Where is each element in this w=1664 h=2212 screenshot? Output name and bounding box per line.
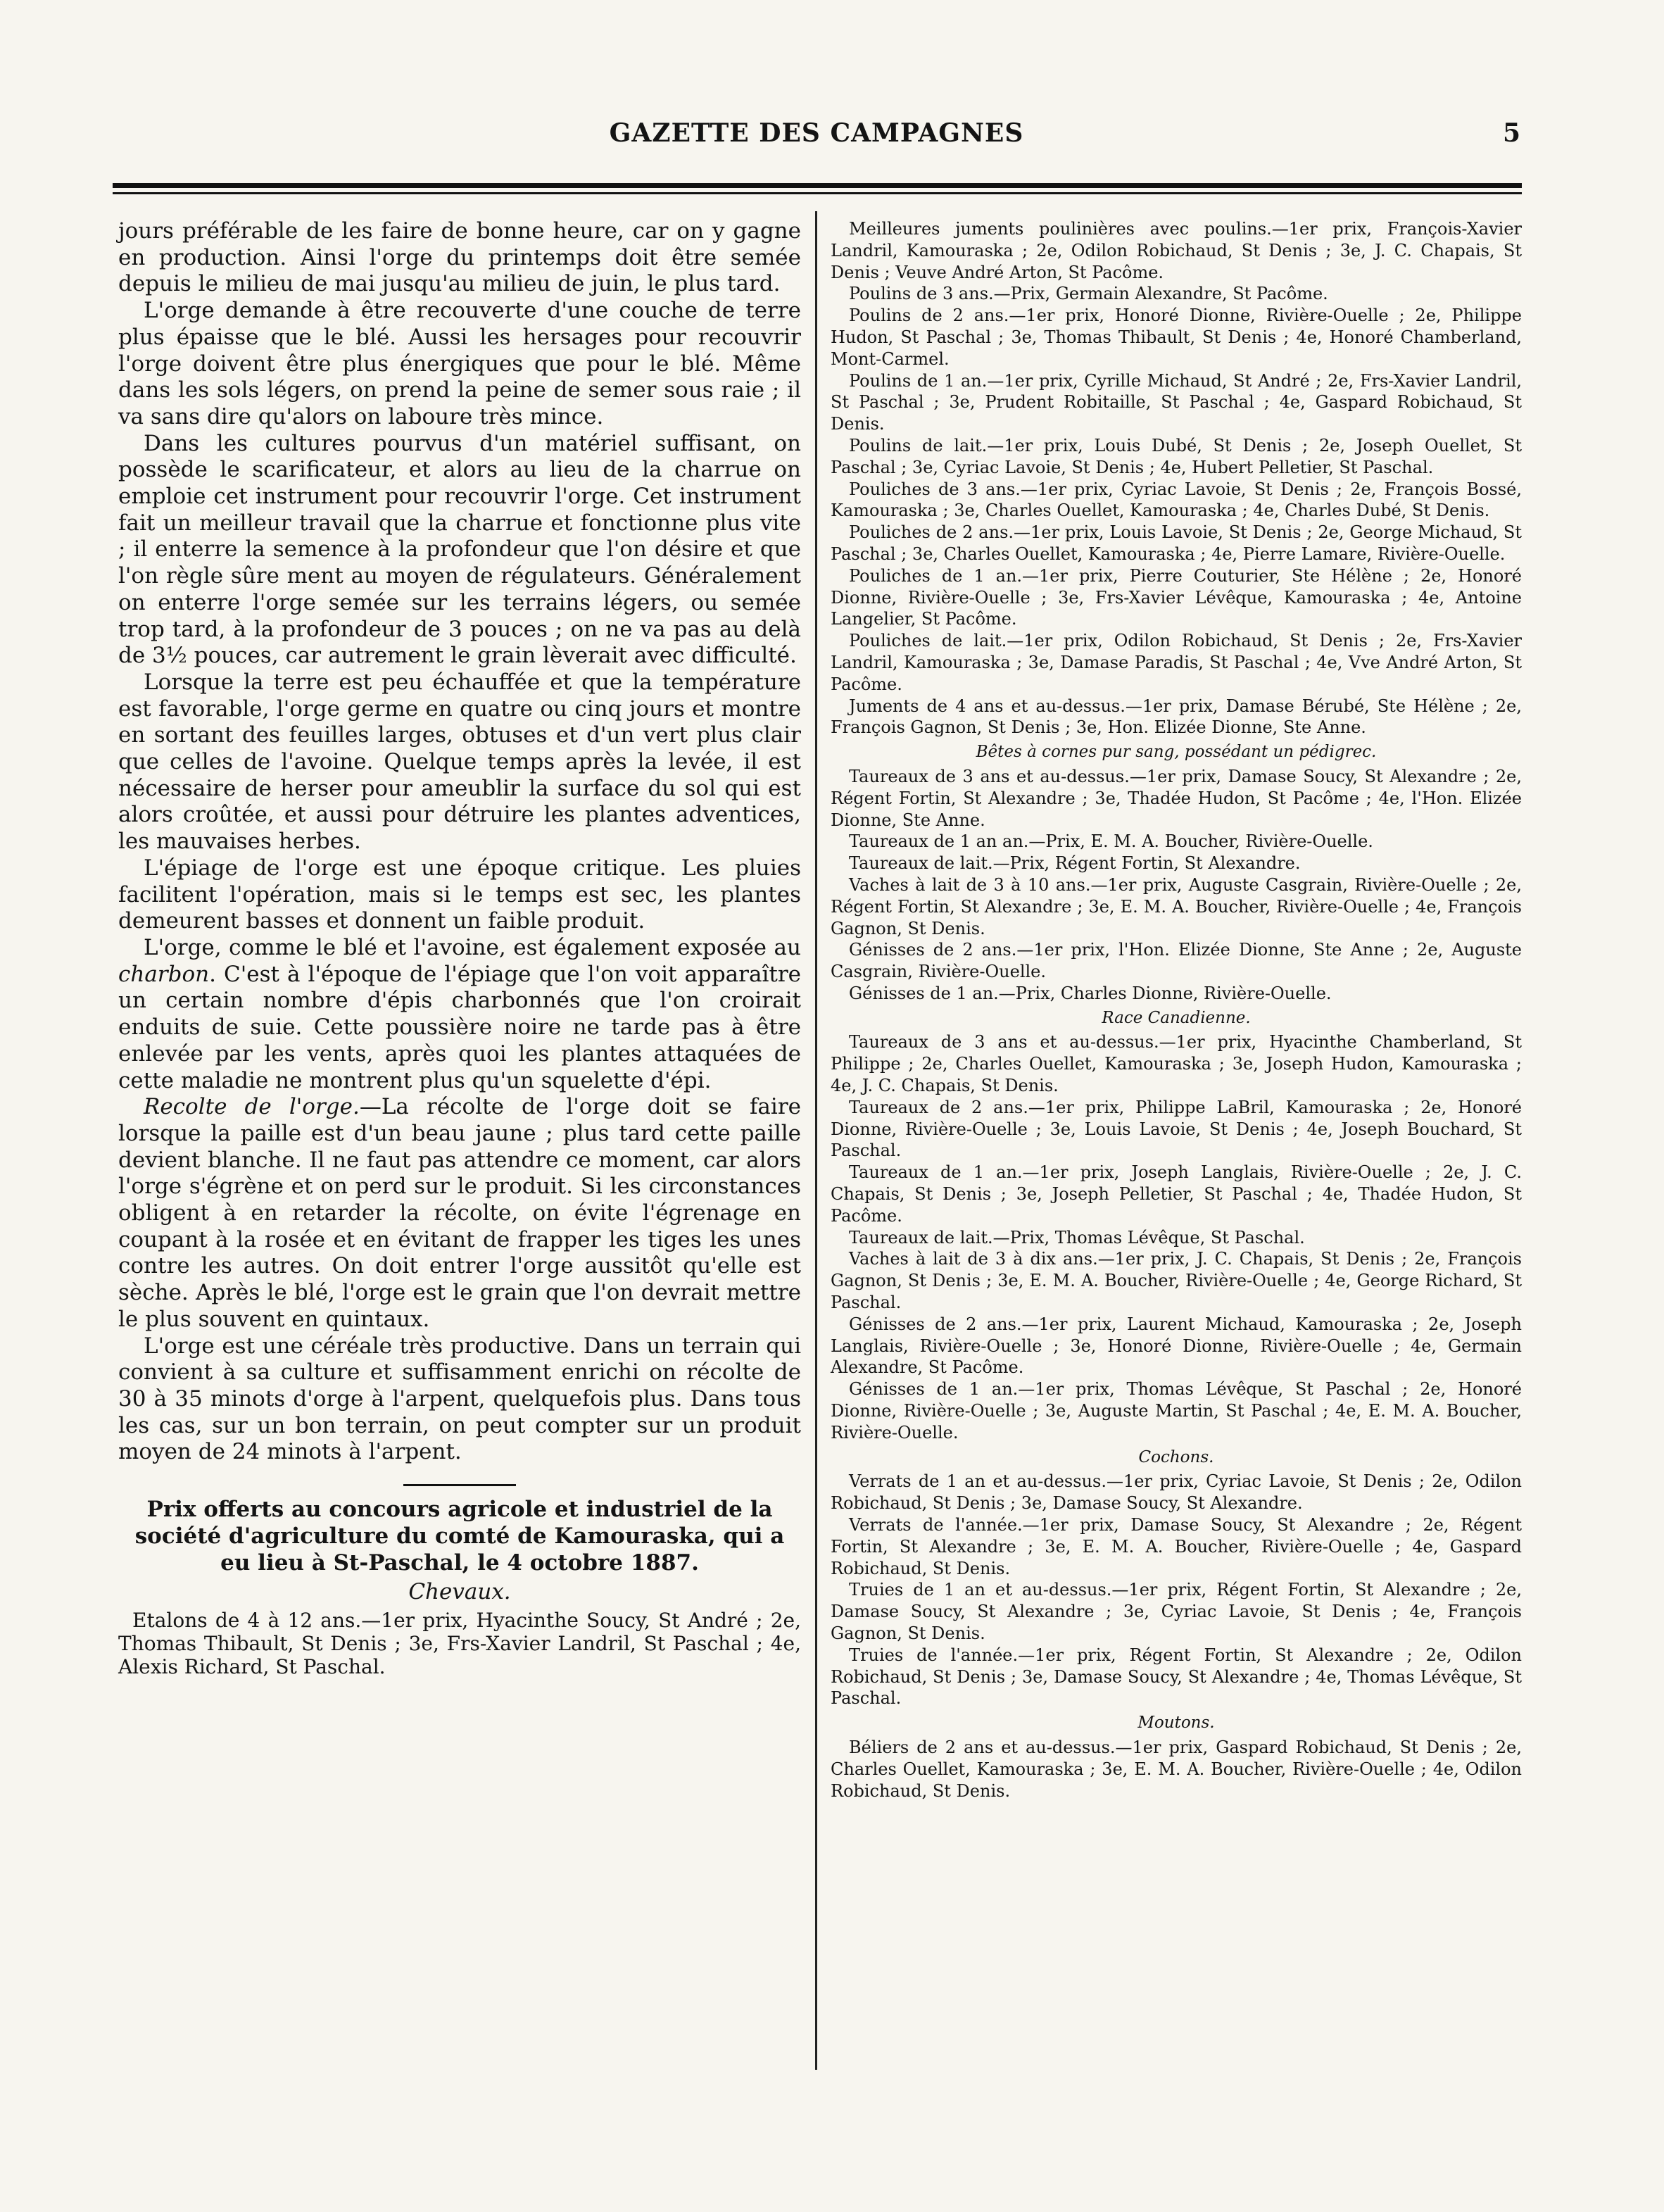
header-rule-thick xyxy=(113,183,1522,188)
text-run: . C'est à l'époque de l'épiage que l'on voit apparaître un certain nombre d'épis charbonnés que l'on croirait enduits de suie. Cette poussière noire ne tarde pas à être enlevée par les vents, après quoi les plantes attaquées de cette maladie ne montrent plus qu'un squelette d'épi. xyxy=(118,961,801,1093)
entries-group-cochons xyxy=(831,1471,1522,1709)
paragraph: Dans les cultures pourvus d'un matériel suffisant, on possède le scarificateur, et alors au lieu de la charrue on emploie cet instrument pour recouvrir l'orge. Cet instrument fait un meilleur travail que la charrue et fonctionne plus vite ; il enterre la semence à la profondeur que l'on désire et que l'on règle sûre ment au moyen de régulateurs. Généralement on enterre l'orge semée sur les terrains légers, ou semée trop tard, à la profondeur de 3 pouces ; on ne va pas au delà de 3½ pouces, car autrement le grain lèverait avec difficulté. xyxy=(118,430,801,669)
paragraph: L'épiage de l'orge est une époque critique. Les pluies facilitent l'opération, mais si le temps est sec, les plantes demeurent basses et donnent un faible produit. xyxy=(118,855,801,934)
prize-entry: Béliers de 2 ans et au-dessus.—1er prix, Gaspard Robichaud, St Denis ; 2e, Charles Ouellet, Kamouraska ; 3e, E. M. A. Boucher, Rivière-Ouelle ; 4e, Odilon Robichaud, St Denis. xyxy=(831,1737,1522,1801)
text-run: —La récolte de l'orge doit se faire lorsque la paille est d'un beau jaune ; plus tard cette paille devient blanche. Il ne faut pas attendre ce moment, car alors l'orge s'égrène et on perd sur le produit. Si les circonstances obligent à en retarder la récolte, on évite l'égrenage en coupant à la rosée et en évitant de frapper les tiges les unes contre les autres. On doit entrer l'orge aussitôt qu'elle est sèche. Après le blé, l'orge est le grain que l'on devrait mettre le plus souvent en quintaux. xyxy=(118,1094,801,1332)
prize-entry: Poulins de 3 ans.—Prix, Germain Alexandre, St Pacôme. xyxy=(849,284,1328,304)
section-heading-race-canadienne: Race Canadienne. xyxy=(1102,1008,1251,1027)
entries-group-race-canadienne xyxy=(831,1031,1522,1443)
section-rule xyxy=(403,1484,516,1486)
paragraph xyxy=(118,1094,801,1333)
paragraph: Lorsque la terre est peu échauffée et que la température est favorable, l'orge germe en quatre ou cinq jours et montre en sortant des feuilles larges, obtuses et d'un vert plus clair que celles de l'avoine. Quelque temps après la levée, il est nécessaire de herser pour ameublir la surface du sol qui est alors croûtée, et aussi pour détruire les plantes adventices, les mauvaises herbes. xyxy=(118,669,801,855)
prize-entry: Taureaux de lait.—Prix, Régent Fortin, St Alexandre. xyxy=(849,853,1301,874)
prize-entry: Etalons de 4 à 12 ans.—1er prix, Hyacinthe Soucy, St André ; 2e, Thomas Thibault, St Denis ; 3e, Frs-Xavier Landril, St Paschal ; 4e, Alexis Richard, St Paschal. xyxy=(118,1608,801,1678)
paragraph: L'orge demande à être recouverte d'une couche de terre plus épaisse que le blé. Aussi les hersages pour recouvrir l'orge doivent être plus énergiques que pour le blé. Même dans les sols légers, on prend la peine de semer sous raie ; il va sans dire qu'alors on laboure très mince. xyxy=(118,298,801,429)
paragraph: L'orge est une céréale très productive. Dans un terrain qui convient à sa culture et suffisamment enrichi on récolte de 30 à 35 minots d'orge à l'arpent, quelquefois plus. Dans tous les cas, sur un bon terrain, on peut compter sur un produit moyen de 24 minots à l'arpent. xyxy=(118,1333,801,1465)
prize-entry: Génisses de 1 an.—1er prix, Thomas Lévêque, St Paschal ; 2e, Honoré Dionne, Rivière-Ouelle ; 3e, Auguste Martin, St Paschal ; 4e, E. M. A. Boucher, Rivière-Ouelle. xyxy=(831,1379,1522,1443)
prize-entry: Juments de 4 ans et au-dessus.—1er prix, Damase Bérubé, Ste Hélène ; 2e, François Gagnon, St Denis ; 3e, Hon. Elizée Dionne, Ste Anne. xyxy=(831,696,1522,738)
prize-entry: Taureaux de 1 an an.—Prix, E. M. A. Boucher, Rivière-Ouelle. xyxy=(849,831,1373,852)
prize-entry: Taureaux de 2 ans.—1er prix, Philippe LaBril, Kamouraska ; 2e, Honoré Dionne, Rivière-Ouelle ; 3e, Louis Lavoie, St Denis ; 4e, Joseph Bouchard, St Paschal. xyxy=(831,1097,1522,1161)
prize-entry: Meilleures juments poulinières avec poulins.—1er prix, François-Xavier Landril, Kamouraska ; 2e, Odilon Robichaud, St Denis ; 3e, J. C. Chapais, St Denis ; Veuve André Arton, St Pacôme. xyxy=(831,219,1522,282)
prize-entry: Poulins de lait.—1er prix, Louis Dubé, St Denis ; 2e, Joseph Ouellet, St Paschal ; 3e, Cyriac Lavoie, St Denis ; 4e, Hubert Pelletier, St Paschal. xyxy=(831,435,1522,477)
prize-entry: Vaches à lait de 3 à dix ans.—1er prix, J. C. Chapais, St Denis ; 2e, François Gagnon, St Denis ; 3e, E. M. A. Boucher, Rivière-Ouelle ; 4e, George Richard, St Paschal. xyxy=(831,1249,1522,1313)
prize-entry: Taureaux de 1 an.—1er prix, Joseph Langlais, Rivière-Ouelle ; 2e, J. C. Chapais, St Denis ; 3e, Joseph Pelletier, St Paschal ; 4e, Thadée Hudon, St Pacôme. xyxy=(831,1162,1522,1226)
prize-entry: Truies de 1 an et au-dessus.—1er prix, Régent Fortin, St Alexandre ; 2e, Damase Soucy, St Alexandre ; 3e, Cyriac Lavoie, St Denis ; 4e, François Gagnon, St Denis. xyxy=(831,1580,1522,1643)
section-heading-pur-sang: Bêtes à cornes pur sang, possédant un pédigrec. xyxy=(976,743,1377,762)
prize-entry: Verrats de l'année.—1er prix, Damase Soucy, St Alexandre ; 2e, Régent Fortin, St Alexandre ; 3e, E. M. A. Boucher, Rivière-Ouelle ; 4e, Gaspard Robichaud, St Denis. xyxy=(831,1515,1522,1578)
section-heading-cochons: Cochons. xyxy=(1138,1447,1214,1466)
prize-entry: Verrats de 1 an et au-dessus.—1er prix, Cyriac Lavoie, St Denis ; 2e, Odilon Robichaud, St Denis ; 3e, Damase Soucy, St Alexandre. xyxy=(831,1471,1522,1514)
prize-entry: Pouliches de 1 an.—1er prix, Pierre Couturier, Ste Hélène ; 2e, Honoré Dionne, Rivière-Ouelle ; 3e, Frs-Xavier Lévêque, Kamouraska ; 4e, Antoine Langelier, St Pacôme. xyxy=(831,565,1522,629)
column-divider xyxy=(815,211,817,2070)
paragraph xyxy=(118,935,801,1094)
entries-group-pur-sang xyxy=(831,766,1522,1005)
italic-term: charbon xyxy=(118,961,210,987)
prize-entry: Génisses de 2 ans.—1er prix, l'Hon. Elizée Dionne, Ste Anne ; 2e, Auguste Casgrain, Rivière-Ouelle. xyxy=(831,940,1522,982)
prize-entry: Taureaux de lait.—Prix, Thomas Lévêque, St Paschal. xyxy=(849,1227,1305,1248)
left-column xyxy=(118,218,801,1678)
publication-title: GAZETTE DES CAMPAGNES xyxy=(609,118,1024,148)
page-number: 5 xyxy=(1502,118,1520,148)
italic-subheading: Recolte de l'orge. xyxy=(144,1094,360,1120)
section-heading-chevaux: Chevaux. xyxy=(408,1579,511,1605)
prize-entry: Poulins de 1 an.—1er prix, Cyrille Michaud, St André ; 2e, Frs-Xavier Landril, St Paschal ; 3e, Prudent Robitaille, St Paschal ; 4e, Gaspard Robichaud, St Denis. xyxy=(831,370,1522,434)
prize-entry: Taureaux de 3 ans et au-dessus.—1er prix, Damase Soucy, St Alexandre ; 2e, Régent Fortin, St Alexandre ; 3e, Thadée Hudon, St Pacôme ; 4e, l'Hon. Elizée Dionne, Ste Anne. xyxy=(831,766,1522,830)
prize-entry: Pouliches de lait.—1er prix, Odilon Robichaud, St Denis ; 2e, Frs-Xavier Landril, Kamouraska ; 3e, Damase Paradis, St Paschal ; 4e, Vve André Arton, St Pacôme. xyxy=(831,631,1522,694)
prize-entry: Pouliches de 3 ans.—1er prix, Cyriac Lavoie, St Denis ; 2e, François Bossé, Kamouraska ; 3e, Charles Ouellet, Kamouraska ; 4e, Charles Dubé, St Denis. xyxy=(831,479,1522,521)
section-heading-moutons: Moutons. xyxy=(1137,1714,1215,1733)
header-rule-thin xyxy=(113,192,1522,194)
entries-group-moutons xyxy=(831,1737,1522,1802)
prize-entry: Taureaux de 3 ans et au-dessus.—1er prix, Hyacinthe Chamberland, St Philippe ; 2e, Charles Ouellet, Kamouraska ; 3e, Joseph Hudon, Kamouraska ; 4e, J. C. Chapais, St Denis. xyxy=(831,1032,1522,1096)
paragraph: jours préférable de les faire de bonne heure, car on y gagne en production. Ainsi l'orge du printemps doit être semée depuis le milieu de mai jusqu'au milieu de juin, le plus tard. xyxy=(118,218,801,297)
text-run: L'orge, comme le blé et l'avoine, est également exposée au xyxy=(144,934,801,960)
prize-entry: Génisses de 1 an.—Prix, Charles Dionne, Rivière-Ouelle. xyxy=(849,983,1332,1003)
page-header xyxy=(113,118,1520,153)
prize-entry: Vaches à lait de 3 à 10 ans.—1er prix, Auguste Casgrain, Rivière-Ouelle ; 2e, Régent Fortin, St Alexandre ; 3e, E. M. A. Boucher, Rivière-Ouelle ; 4e, François Gagnon, St Denis. xyxy=(831,874,1522,938)
right-column xyxy=(831,218,1522,1802)
prize-entry: Génisses de 2 ans.—1er prix, Laurent Michaud, Kamouraska ; 2e, Joseph Langlais, Rivière-Ouelle ; 3e, Honoré Dionne, Rivière-Ouelle ; 4e, Germain Alexandre, St Pacôme. xyxy=(831,1314,1522,1378)
prize-entry: Poulins de 2 ans.—1er prix, Honoré Dionne, Rivière-Ouelle ; 2e, Philippe Hudon, St Paschal ; 3e, Thomas Thibault, St Denis ; 4e, Honoré Chamberland, Mont-Carmel. xyxy=(831,306,1522,369)
prize-entry: Truies de l'année.—1er prix, Régent Fortin, St Alexandre ; 2e, Odilon Robichaud, St Denis ; 3e, Damase Soucy, St Alexandre ; 4e, Thomas Lévêque, St Paschal. xyxy=(831,1645,1522,1709)
entries-group-horses xyxy=(831,218,1522,739)
prize-list-title: Prix offerts au concours agricole et industriel de la société d'agriculture du comté de Kamouraska, qui a eu lieu à St-Paschal, le 4 octobre 1887. xyxy=(134,1497,785,1576)
prize-entry: Pouliches de 2 ans.—1er prix, Louis Lavoie, St Denis ; 2e, George Michaud, St Paschal ; 3e, Charles Ouellet, Kamouraska ; 4e, Pierre Lamare, Rivière-Ouelle. xyxy=(831,522,1522,564)
